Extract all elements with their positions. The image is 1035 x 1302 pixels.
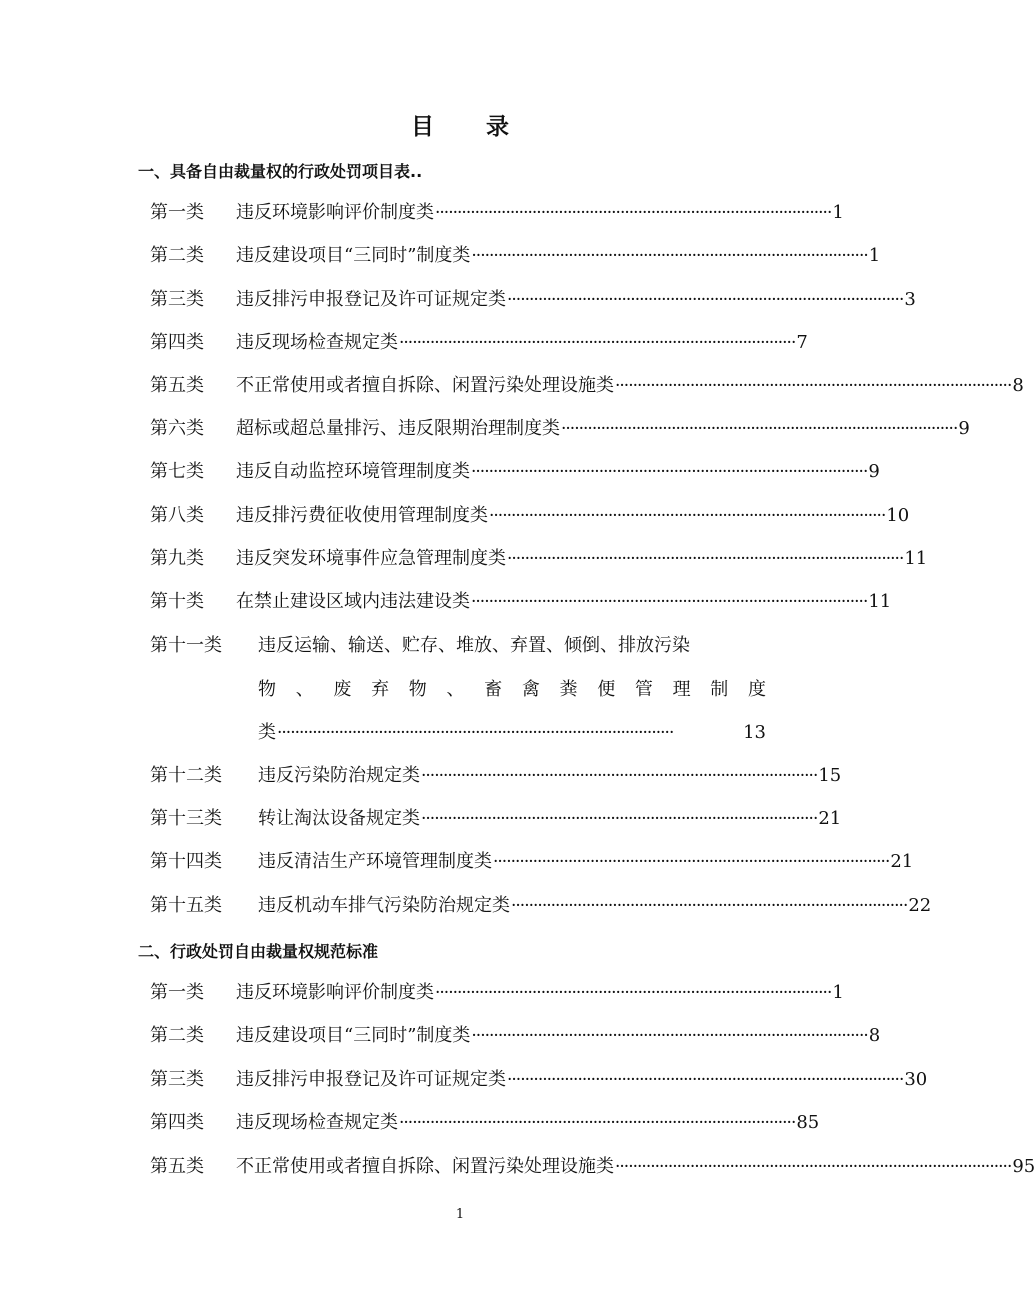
- toc-page: 13: [743, 722, 766, 743]
- toc-category: 第七类: [150, 461, 204, 482]
- dot-leader: ··························································································: [471, 592, 868, 612]
- toc-category: 第四类: [150, 332, 204, 353]
- toc-category: 第六类: [150, 418, 204, 439]
- toc-title: 违反环境影响评价制度类: [236, 982, 434, 1003]
- toc-category: 第五类: [150, 1156, 204, 1177]
- toc-page: 8: [1012, 375, 1024, 396]
- toc-page: 11: [868, 591, 892, 612]
- dot-leader: ··························································································: [561, 419, 958, 439]
- toc-title: 违反排污费征收使用管理制度类: [236, 505, 488, 526]
- toc-page: 1: [832, 202, 844, 223]
- toc-page: 85: [796, 1112, 820, 1133]
- toc-title: 违反现场检查规定类: [236, 332, 398, 353]
- toc-title: 不正常使用或者擅自拆除、闲置污染处理设施类: [236, 1156, 614, 1177]
- toc-category: 第五类: [150, 375, 204, 396]
- toc-category: 第十类: [150, 591, 204, 612]
- toc-page: 21: [890, 851, 914, 872]
- dot-leader: ··························································································: [511, 896, 908, 916]
- dot-leader: ··························································································: [615, 1157, 1012, 1177]
- toc-page: 8: [868, 1025, 881, 1046]
- toc-title: 违反排污申报登记及许可证规定类: [236, 289, 506, 310]
- toc-category: 第二类: [150, 1025, 204, 1046]
- toc-title: 转让淘汰设备规定类: [258, 808, 420, 829]
- toc-page: 1: [868, 245, 881, 266]
- toc-category: 第一类: [150, 202, 204, 223]
- toc-category: 第十二类: [150, 765, 222, 786]
- dot-leader: ··························································································: [471, 246, 868, 266]
- toc-page: 15: [818, 765, 842, 786]
- toc-title-line1: 违反运输、输送、贮存、堆放、弃置、倾倒、排放污染: [258, 635, 690, 656]
- toc-title: 违反污染防治规定类: [258, 765, 420, 786]
- toc-title-line2: 物 、 废 弃 物 、 畜 禽 粪 便 管 理 制 度: [258, 679, 766, 700]
- dot-leader: ··························································································: [507, 290, 904, 310]
- section-heading-2: 二、行政处罚自由裁量权规范标准: [138, 942, 379, 961]
- toc-page: 11: [904, 548, 928, 569]
- toc-title: 违反自动监控环境管理制度类: [236, 461, 470, 482]
- toc-page: 7: [796, 332, 808, 353]
- toc-page: 10: [886, 505, 910, 526]
- dot-leader: ··························································································: [471, 1026, 868, 1046]
- toc-title: 违反建设项目“三同时”制度类: [236, 245, 471, 266]
- dot-leader: ··························································································: [421, 766, 818, 786]
- toc-category: 第十三类: [150, 808, 222, 829]
- toc-page: 95: [1012, 1156, 1035, 1177]
- dot-leader: ··························································································: [421, 809, 818, 829]
- dot-leader: ··························································································: [435, 203, 832, 223]
- toc-page: 9: [868, 461, 880, 482]
- toc-title: 违反清洁生产环境管理制度类: [258, 851, 492, 872]
- toc-category: 第十四类: [150, 851, 222, 872]
- toc-category: 第一类: [150, 982, 204, 1003]
- toc-category: 第四类: [150, 1112, 204, 1133]
- toc-title: 在禁止建设区域内违法建设类: [236, 591, 470, 612]
- toc-page: 30: [904, 1069, 928, 1090]
- dot-leader: ··························································································: [399, 333, 796, 353]
- dot-leader: ··························································································: [507, 549, 904, 569]
- toc-page: 22: [908, 895, 932, 916]
- toc-category: 第二类: [150, 245, 204, 266]
- document-title: 目 录: [410, 114, 531, 140]
- toc-page: 3: [904, 289, 916, 310]
- dot-leader: ··························································································: [277, 723, 674, 743]
- dot-leader: ··························································································: [493, 852, 890, 872]
- toc-title: 类: [258, 722, 276, 743]
- page-number: 1: [455, 1207, 465, 1222]
- dot-leader: ··························································································: [435, 983, 832, 1003]
- dot-leader: ··························································································: [615, 376, 1012, 396]
- toc-title: 不正常使用或者擅自拆除、闲置污染处理设施类: [236, 375, 614, 396]
- toc-title: 违反排污申报登记及许可证规定类: [236, 1069, 506, 1090]
- dot-leader: ··························································································: [507, 1070, 904, 1090]
- toc-page: 1: [832, 982, 844, 1003]
- toc-title: 超标或超总量排污、违反限期治理制度类: [236, 418, 560, 439]
- toc-category: 第九类: [150, 548, 204, 569]
- toc-page: 21: [818, 808, 842, 829]
- toc-category: 第十一类: [150, 635, 222, 656]
- toc-page: 9: [958, 418, 970, 439]
- toc-category: 第三类: [150, 1069, 204, 1090]
- toc-category: 第八类: [150, 505, 204, 526]
- toc-title: 违反现场检查规定类: [236, 1112, 398, 1133]
- dot-leader: ··························································································: [489, 506, 886, 526]
- dot-leader: ··························································································: [399, 1113, 796, 1133]
- toc-category: 第十五类: [150, 895, 222, 916]
- toc-title: 违反环境影响评价制度类: [236, 202, 434, 223]
- toc-title: 违反机动车排气污染防治规定类: [258, 895, 510, 916]
- toc-title: 违反建设项目“三同时”制度类: [236, 1025, 471, 1046]
- section-heading-1: 一、具备自由裁量权的行政处罚项目表..: [138, 162, 423, 181]
- toc-title: 违反突发环境事件应急管理制度类: [236, 548, 506, 569]
- toc-category: 第三类: [150, 289, 204, 310]
- dot-leader: ··························································································: [471, 462, 868, 482]
